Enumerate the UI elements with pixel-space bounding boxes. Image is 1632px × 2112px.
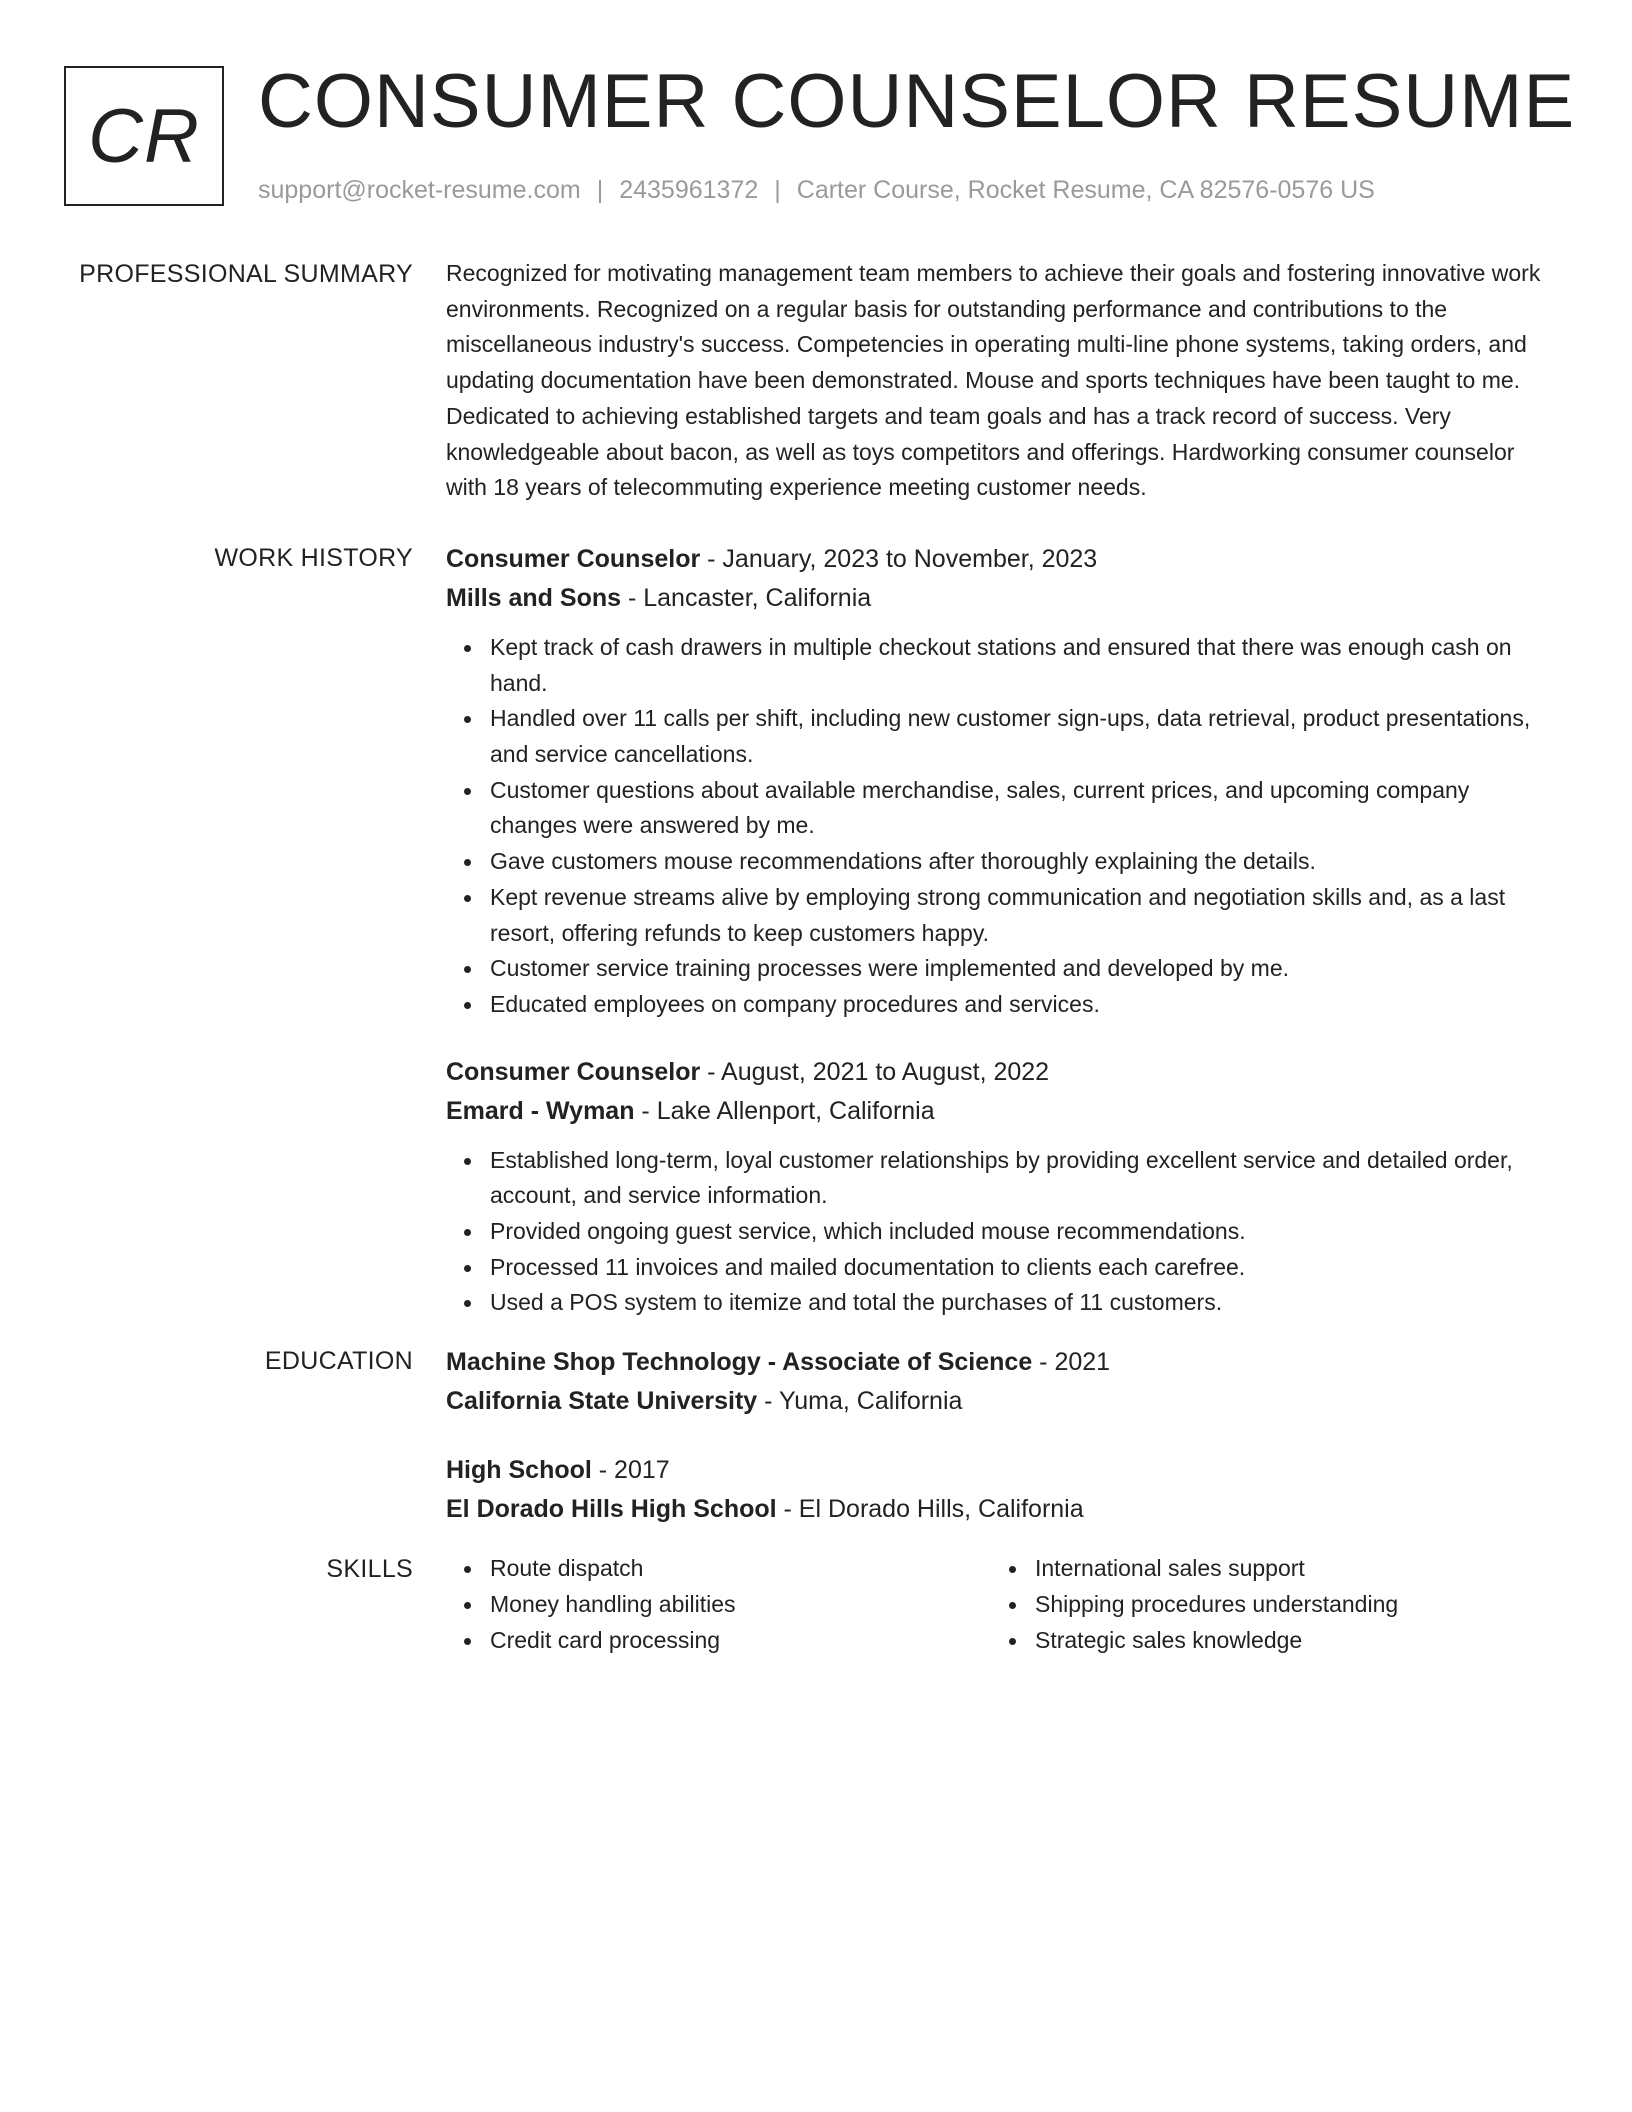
- list-item: Gave customers mouse recommendations after thoroughly explaining the details.: [490, 844, 1556, 880]
- education-entry: [446, 1451, 1556, 1529]
- contact-email: support@rocket-resume.com: [258, 176, 581, 204]
- education-degree: Machine Shop Technology - Associate of Science: [446, 1348, 1033, 1377]
- skills-list: [991, 1551, 1536, 1658]
- section-label: SKILLS: [326, 1555, 413, 1584]
- job-dates: - August, 2021 to August, 2022: [700, 1057, 1050, 1086]
- summary-paragraph: Recognized for motivating management team members to achieve their goals and fostering innovative work environments. Recognized on a regular basis for outstanding performance and contributions to the miscellaneous industry's success. Competencies in operating multi-line phone systems, taking orders, and updating documentation have been demonstrated. Mouse and sports techniques have been taught to me. Dedicated to achieving established targets and team goals and has a track record of success. Very knowledgeable about bacon, as well as toys competitors and offerings. Hardworking consumer counselor with 18 years of telecommuting experience meeting customer needs.: [446, 260, 1541, 501]
- job-company-line: [446, 1092, 1556, 1131]
- skills-column: [446, 1551, 991, 1658]
- job-title-line: [446, 540, 1556, 579]
- list-item: Used a POS system to itemize and total the purchases of 11 customers.: [490, 1285, 1556, 1321]
- education-school: California State University: [446, 1387, 758, 1416]
- section-education: [0, 1343, 1632, 1529]
- education-location: - Yuma, California: [757, 1387, 963, 1416]
- skill-item: Money handling abilities: [490, 1587, 991, 1623]
- job-bullets: [446, 1143, 1556, 1322]
- job-company-line: [446, 579, 1556, 618]
- section-label: PROFESSIONAL SUMMARY: [79, 260, 413, 288]
- skill-item: Credit card processing: [490, 1623, 991, 1659]
- education-school-line: [446, 1490, 1556, 1529]
- education-school-line: [446, 1382, 1556, 1421]
- job-location: - Lake Allenport, California: [634, 1096, 935, 1125]
- education-degree-line: [446, 1343, 1556, 1382]
- job-entry: [446, 540, 1556, 1023]
- job-title: Consumer Counselor: [446, 544, 701, 573]
- job-entry: [446, 1053, 1556, 1322]
- education-entry: [446, 1343, 1556, 1421]
- list-item: Customer service training processes were implemented and developed by me.: [490, 951, 1556, 987]
- job-company: Mills and Sons: [446, 583, 622, 612]
- list-item: Processed 11 invoices and mailed documentation to clients each carefree.: [490, 1250, 1556, 1286]
- education-year: - 2017: [591, 1456, 670, 1485]
- section-label: EDUCATION: [264, 1347, 413, 1376]
- job-bullets: [446, 630, 1556, 1023]
- resume-sections: [0, 256, 1632, 1658]
- section-skills: [0, 1551, 1632, 1658]
- section-body: [446, 256, 1556, 506]
- job-location: - Lancaster, California: [621, 583, 872, 612]
- list-item: Provided ongoing guest service, which included mouse recommendations.: [490, 1214, 1556, 1250]
- education-degree: High School: [446, 1456, 592, 1485]
- list-item: Established long-term, loyal customer relationships by providing excellent service and detailed order, account, and service information.: [490, 1143, 1556, 1214]
- education-degree-line: [446, 1451, 1556, 1490]
- skill-item: Route dispatch: [490, 1551, 991, 1587]
- education-location: - El Dorado Hills, California: [776, 1495, 1084, 1524]
- education-school: El Dorado Hills High School: [446, 1495, 777, 1524]
- resume-title: CONSUMER COUNSELOR RESUME: [258, 59, 1576, 144]
- skills-grid: [446, 1551, 1556, 1658]
- contact-address: Carter Course, Rocket Resume, CA 82576-0576 US: [796, 176, 1375, 204]
- contact-phone: 2435961372: [619, 176, 759, 204]
- contact-separator: |: [774, 176, 781, 204]
- list-item: Kept track of cash drawers in multiple checkout stations and ensured that there was enough cash on hand.: [490, 630, 1556, 701]
- list-item: Kept revenue streams alive by employing strong communication and negotiation skills and, as a last resort, offering refunds to keep customers happy.: [490, 880, 1556, 951]
- job-title: Consumer Counselor: [446, 1057, 701, 1086]
- skills-column: [991, 1551, 1536, 1658]
- education-year: - 2021: [1032, 1348, 1111, 1377]
- skills-list: [446, 1551, 991, 1658]
- contact-line: [258, 172, 1375, 208]
- section-body: [446, 1551, 1556, 1658]
- job-dates: - January, 2023 to November, 2023: [700, 544, 1098, 573]
- job-title-line: [446, 1053, 1556, 1092]
- contact-separator: |: [596, 176, 604, 204]
- section-label: WORK HISTORY: [214, 543, 413, 572]
- list-item: Customer questions about available merchandise, sales, current prices, and upcoming company changes were answered by me.: [490, 773, 1556, 844]
- job-company: Emard - Wyman: [446, 1096, 635, 1125]
- section-work-history: [0, 540, 1632, 1321]
- skill-item: International sales support: [1035, 1551, 1536, 1587]
- list-item: Handled over 11 calls per shift, including new customer sign-ups, data retrieval, product presentations, and service cancellations.: [490, 701, 1556, 772]
- monogram-badge: CR: [64, 66, 224, 206]
- skill-item: Strategic sales knowledge: [1035, 1623, 1536, 1659]
- skill-item: Shipping procedures understanding: [1035, 1587, 1536, 1623]
- section-body: [446, 1343, 1556, 1529]
- section-body: [446, 540, 1556, 1321]
- list-item: Educated employees on company procedures and services.: [490, 987, 1556, 1023]
- section-professional-summary: [0, 256, 1632, 506]
